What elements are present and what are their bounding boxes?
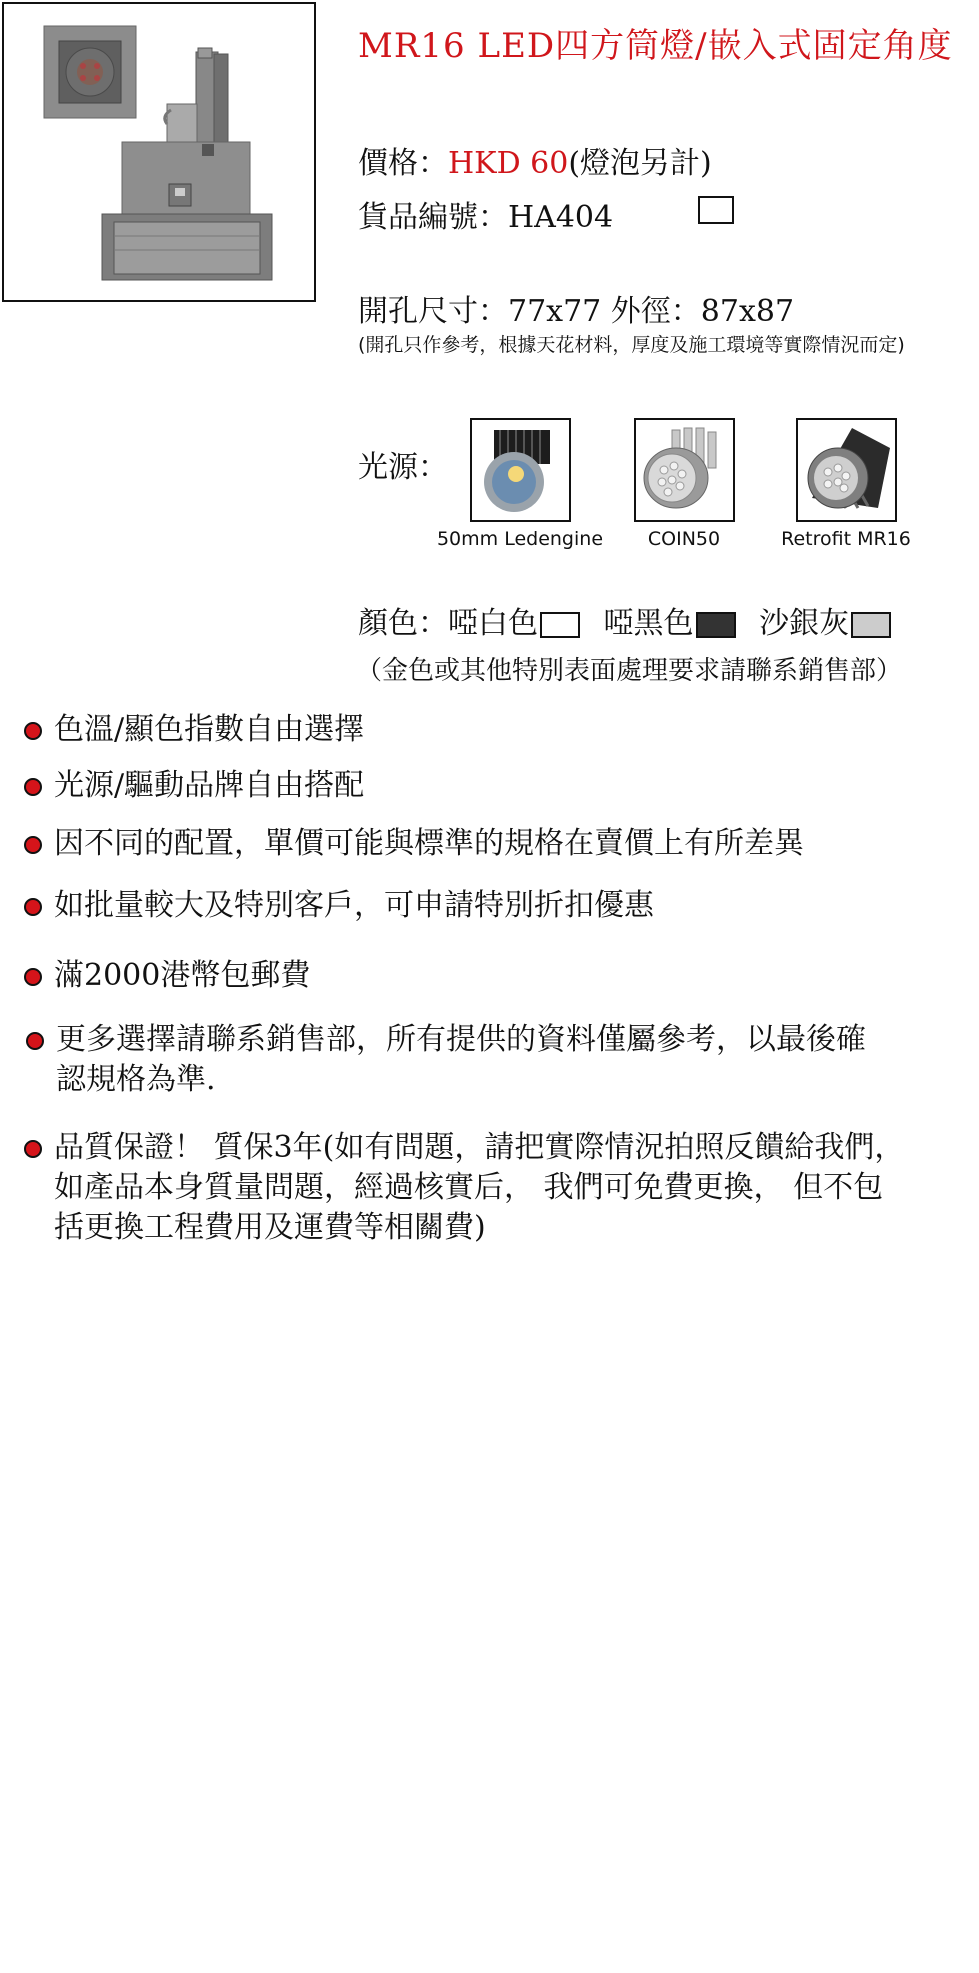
price-suffix: (燈泡另計): [568, 146, 712, 181]
cutout-note: (開孔只作參考，根據天花材料，厚度及施工環境等實際情況而定): [358, 334, 905, 356]
color-option-silver[interactable]: 沙銀灰: [759, 606, 891, 641]
product-image: [2, 2, 316, 302]
downlight-illustration: [4, 4, 314, 300]
light-source-label: 光源：: [358, 450, 448, 485]
product-title: MR16 LED四方筒燈/嵌入式固定角度: [358, 26, 953, 66]
item-code-label: 貨品編號：: [358, 200, 508, 235]
bullet-dot: [26, 1032, 44, 1050]
bullet-item-2: 光源/驅動品牌自由搭配: [54, 768, 365, 803]
bullet-dot: [24, 968, 42, 986]
source-label-ledengine: 50mm Ledengine: [436, 528, 604, 550]
silver-swatch[interactable]: [851, 612, 891, 638]
bullet-dot: [24, 722, 42, 740]
color-option-black[interactable]: 啞黑色: [604, 606, 736, 641]
bullet-dot: [24, 778, 42, 796]
price-row: [358, 138, 712, 182]
color-row: [358, 598, 891, 642]
black-swatch[interactable]: [696, 612, 736, 638]
bullet-dot: [24, 836, 42, 854]
color-note: （金色或其他特別表面處理要求請聯系銷售部）: [356, 656, 903, 686]
item-code-row: [358, 192, 613, 236]
bullet-item-6: 更多選擇請聯系銷售部，所有提供的資料僅屬參考，以最後確 認規格為準.: [56, 1022, 866, 1097]
item-select-checkbox[interactable]: [698, 196, 734, 224]
color-label: 顏色：: [358, 606, 448, 641]
color-option-white[interactable]: 啞白色: [448, 606, 580, 641]
price-label: 價格：: [358, 146, 448, 181]
bullet-item-5: 滿2000港幣包郵費: [54, 958, 311, 993]
price-value: HKD 60: [448, 146, 569, 181]
bullet-item-3: 因不同的配置，單價可能與標準的規格在賣價上有所差異: [54, 826, 804, 861]
bullet-item-4: 如批量較大及特別客戶，可申請特別折扣優惠: [54, 888, 654, 923]
coin50-module-icon[interactable]: [634, 418, 735, 522]
item-code-value: HA404: [508, 200, 614, 235]
retrofit-mr16-icon[interactable]: [796, 418, 897, 522]
white-swatch[interactable]: [540, 612, 580, 638]
source-label-retrofit: Retrofit MR16: [781, 528, 911, 550]
cutout-dimensions: 開孔尺寸：77x77 外徑：87x87: [358, 294, 795, 329]
bullet-item-7: 品質保證！ 質保3年(如有問題，請把實際情況拍照反饋給我們， 如產品本身質量問題，經過核實后， 我們可免費更換， 但不包 括更換工程費用及運費等相關費): [54, 1130, 905, 1245]
bullet-dot: [24, 898, 42, 916]
source-label-coin50: COIN50: [647, 528, 721, 550]
bullet-dot: [24, 1140, 42, 1158]
ledengine-module-icon[interactable]: [470, 418, 571, 522]
bullet-item-1: 色溫/顯色指數自由選擇: [54, 712, 365, 747]
